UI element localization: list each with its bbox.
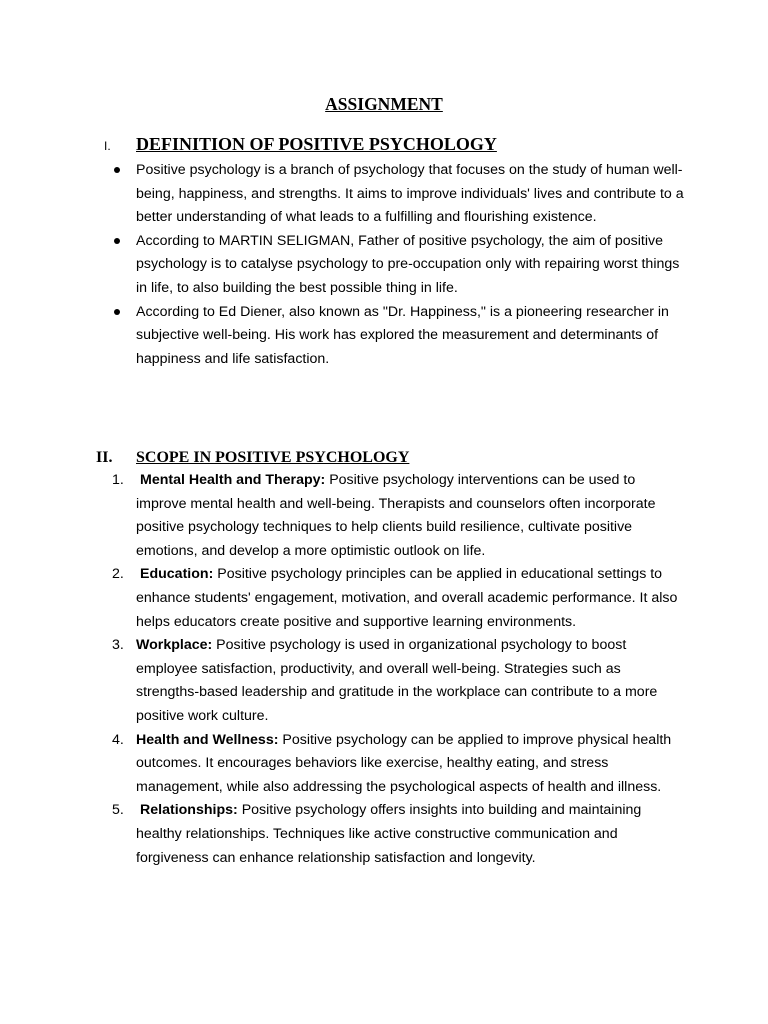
list-item-number: 2. — [112, 566, 124, 583]
list-item — [112, 729, 684, 800]
list-item-text: Positive psychology interventions can be used to improve mental health and well-being. Therapists and counselors often incorporate positive psychology techniques to help clients build resilience, cultivate positive emotions, and develop a more optimistic outlook on life. — [136, 472, 656, 559]
list-item-number: 5. — [112, 802, 124, 819]
list-item — [112, 634, 684, 728]
section-2-heading: SCOPE IN POSITIVE PSYCHOLOGY — [136, 449, 410, 466]
list-item-number: 4. — [112, 731, 124, 748]
bullet-text: Positive psychology is a branch of psychology that focuses on the study of human well-being, happiness, and strengths. It aims to improve individuals' lives and contribute to a better understanding of what leads to a fulfilling and flourishing existence. — [136, 162, 684, 226]
list-item-lead: Workplace: — [136, 637, 213, 654]
list-item-lead: Mental Health and Therapy: — [140, 472, 326, 488]
list-item — [112, 563, 684, 634]
definition-bullet-list — [136, 159, 684, 371]
list-item-number: 1. — [112, 472, 124, 488]
list-item-lead: Relationships: — [140, 802, 238, 819]
section-1-numeral: I. — [104, 139, 111, 153]
bullet-item — [136, 159, 684, 230]
list-item — [112, 469, 684, 563]
list-item — [112, 799, 684, 870]
bullet-icon — [114, 167, 120, 173]
list-item-text: Positive psychology offers insights into building and maintaining healthy relationships. Techniques like active constructive communication and forgiveness can enhance relationship satisfaction and longevity. — [136, 802, 642, 866]
list-item-number: 3. — [112, 637, 124, 654]
bullet-icon — [114, 238, 120, 244]
bullet-text: According to Ed Diener, also known as "Dr. Happiness," is a pioneering researcher in subjective well-being. His work has explored the measurement and determinants of happiness and life satisfaction. — [136, 303, 669, 367]
bullet-item — [136, 230, 684, 301]
scope-numbered-list — [112, 469, 684, 870]
bullet-text: According to MARTIN SELIGMAN, Father of positive psychology, the aim of positive psychology is to catalyse psychology to pre-occupation only with repairing worst things in life, to also building the best possible thing in life. — [136, 232, 680, 296]
list-item-text: Positive psychology principles can be applied in educational settings to enhance students' engagement, motivation, and overall academic performance. It also helps educators create positive and supportive learning environments. — [136, 566, 678, 630]
bullet-item — [136, 301, 684, 372]
list-item-text: Positive psychology can be applied to improve physical health outcomes. It encourages behaviors like exercise, healthy eating, and stress management, while also addressing the psychological aspects of health and illness. — [136, 731, 672, 795]
list-item-text: Positive psychology is used in organizational psychology to boost employee satisfaction, productivity, and overall well-being. Strategies such as strengths-based leadership and gratitude in the workplace can contribute to a more positive work culture. — [136, 637, 658, 724]
bullet-icon — [114, 309, 120, 315]
list-item-lead: Health and Wellness: — [136, 731, 279, 748]
document-title: ASSIGNMENT — [325, 94, 443, 114]
section-1-heading: DEFINITION OF POSITIVE PSYCHOLOGY — [136, 134, 497, 154]
section-2-numeral: II. — [96, 449, 113, 466]
list-item-lead: Education: — [140, 566, 214, 583]
